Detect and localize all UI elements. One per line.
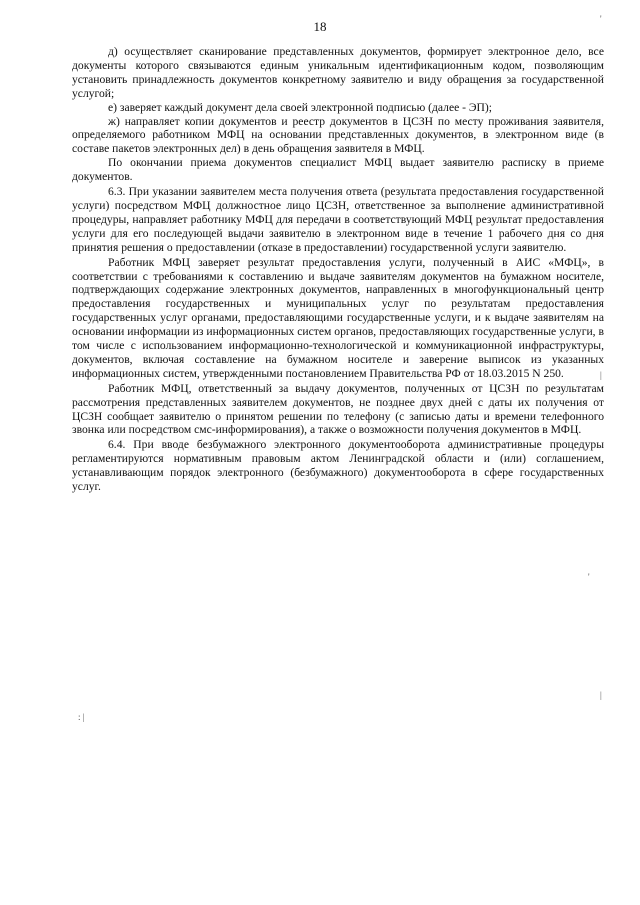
paragraph-receipt: По окончании приема документов специалист МФЦ выдает заявителю расписку в приеме документов. [72,156,604,184]
paragraph-mfc-notify: Работник МФЦ, ответственный за выдачу документов, полученных от ЦСЗН по результатам рассмотрения представленных заявителем документов, не позднее двух дней с даты их получения от ЦСЗН сообщает заявителю о принятом решении по телефону (с записью даты и времени телефонного звонка или посредством смс-информирования), а также о возможности получения документов в МФЦ. [72,381,604,437]
scan-mark: | [600,370,602,380]
paragraph-d: д) осуществляет сканирование представленных документов, формирует электронное дело, все документы которого связываются единым уникальным идентификационным кодом, позволяющим установить принадлежность документов конкретному заявителю и виду обращения за государственной услугой; [72,45,604,100]
paragraph-mfc-certify: Работник МФЦ заверяет результат предоставления услуги, полученный в АИС «МФЦ», в соответствии с требованиями к составлению и выдаче заявителям документов на бумажном носителе, подтверждающих содержание электронных документов, направленных в многофункциональный центр предоставления государственных и муниципальных услуг по результатам предоставления государственных услуг органами, предоставляющими государственные услуги, и к выдаче заявителям на основании информации из информационных систем органов, предоставляющих государственные услуги, в том числе с использованием информационно-технологической и коммуникационной инфраструктуры, документов, включая составление на бумажном носителе и заверение выписок из указанных информационных систем, утвержденными постановлением Правительства РФ от 18.03.2015 N 250. [72,255,604,380]
paragraph-6-4: 6.4. При вводе безбумажного электронного документооборота административные процедуры регламентируются нормативным правовым актом Ленинградской области и (или) соглашением, устанавливающим порядок электронного (безбумажного) документооборота в сфере государственных услуг. [72,438,604,494]
page-number: 18 [313,19,327,34]
scan-mark: | [600,690,602,700]
paragraph-zh: ж) направляет копии документов и реестр документов в ЦСЗН по месту проживания заявителя, определяемого работником МФЦ на основании представленных документов, в электронном виде (в составе пакетов электронных дел) в день обращения заявителя в МФЦ. [72,114,604,156]
paragraph-e: е) заверяет каждый документ дела своей электронной подписью (далее - ЭП); [108,100,492,114]
scan-mark: : | [78,712,85,722]
paragraph-6-3: 6.3. При указании заявителем места получения ответа (результата предоставления государственной услуги) посредством МФЦ должностное лицо ЦСЗН, ответственное за выполнение административной процедуры, направляет работнику МФЦ для передачи в соответствующий МФЦ результат предоставления услуги для его последующей выдачи заявителю в электронном виде в течение 1 рабочего дня со дня принятия решения о предоставлении (отказе в предоставлении) государственной услуги заявителю. [72,185,604,254]
scan-mark: ' [588,572,590,582]
document-body [72,45,604,494]
scan-mark: ' [600,14,602,24]
